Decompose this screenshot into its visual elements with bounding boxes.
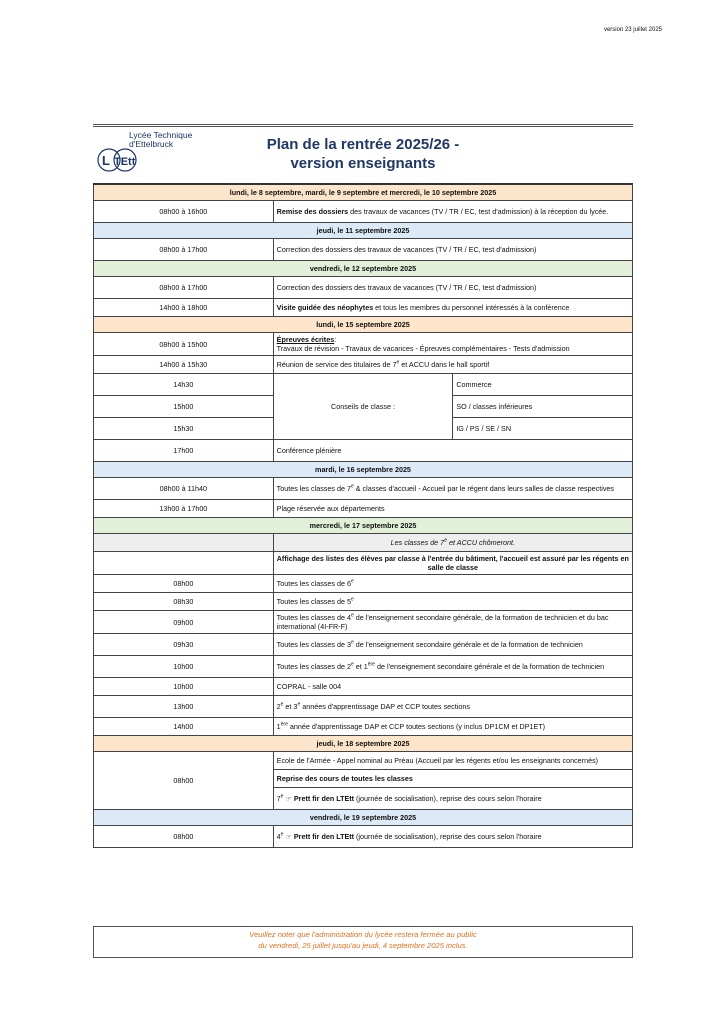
time-cell: 13h00 à 17h00	[94, 500, 274, 518]
table-row	[94, 696, 633, 718]
activity-cell	[273, 634, 632, 656]
table-row	[94, 440, 633, 462]
day-header	[94, 736, 633, 752]
time-cell: 08h30	[94, 593, 274, 611]
time-cell: 14h00	[94, 718, 274, 736]
activity-cell	[273, 718, 632, 736]
school-name-line2: d'Ettelbruck	[129, 139, 174, 149]
activity-cell	[273, 201, 632, 223]
activity-text-end: de l'enseignement secondaire générale et de la formation de technicien	[374, 662, 605, 671]
superscript: e	[280, 831, 284, 838]
activity-text: Toutes les classes de 6	[276, 579, 351, 588]
activity-cell	[273, 299, 632, 317]
activity-cell: Commerce	[453, 374, 633, 396]
table-row	[94, 634, 633, 656]
activity-cell: SO / classes inférieures	[453, 396, 633, 418]
time-cell: 14h00 à 18h00	[94, 299, 274, 317]
day-header	[94, 184, 633, 201]
conseils-label: Conseils de classe :	[273, 374, 453, 440]
activity-text-end: et ACCU dans le hall sportif	[399, 360, 490, 369]
superscript: e	[444, 537, 447, 544]
time-cell: 15h00	[94, 396, 274, 418]
time-cell: 10h00	[94, 656, 274, 678]
time-cell	[94, 534, 274, 552]
table-row	[94, 656, 633, 678]
activity-cell: IG / PS / SE / SN	[453, 418, 633, 440]
table-row	[94, 678, 633, 696]
page-title	[213, 135, 513, 173]
pointing-hand-icon: ☞	[285, 794, 292, 803]
table-row	[94, 478, 633, 500]
time-cell: 08h00	[94, 826, 274, 848]
time-cell: 14h00 à 15h30	[94, 356, 274, 374]
activity-text: Réunion de service des titulaires de 7	[276, 360, 397, 369]
activity-text-end: années d'apprentissage DAP et CCP toutes sections	[300, 702, 470, 711]
activity-text-end: année d'apprentissage DAP et CCP toutes sections (y inclus DP1CM et DP1ET)	[287, 722, 546, 731]
day-header	[94, 810, 633, 826]
activity-text: 2	[276, 702, 281, 711]
activity-text-end: & classes d'accueil - Accueil par le régent dans leurs salles de classe respectives	[353, 484, 614, 493]
activity-text-end: et ACCU chômeront.	[446, 538, 516, 547]
activity-text: et tous les membres du personnel intéressés à la conférence	[373, 303, 570, 312]
time-cell: 10h00	[94, 678, 274, 696]
activity-cell: Plage réservée aux départements	[273, 500, 632, 518]
superscript: e	[350, 612, 354, 619]
activity-cell: COPRAL - salle 004	[273, 678, 632, 696]
svg-text:TEtt: TEtt	[114, 156, 136, 168]
time-cell: 15h30	[94, 418, 274, 440]
activity-text-end: de l'enseignement secondaire générale, de la formation de technicien et du bac international (4I-FR-F)	[276, 613, 609, 631]
day-header-label: mardi, le 16 septembre 2025	[94, 462, 633, 478]
time-cell: 17h00	[94, 440, 274, 462]
activity-cell	[273, 478, 632, 500]
activity-bold: Prett fir den LTEtt	[291, 794, 355, 803]
activity-bold: Prett fir den LTEtt	[291, 832, 355, 841]
table-row	[94, 534, 633, 552]
day-header-label: vendredi, le 19 septembre 2025	[94, 810, 633, 826]
table-row	[94, 299, 633, 317]
table-row	[94, 593, 633, 611]
activity-cell	[273, 575, 632, 593]
superscript: e	[396, 359, 400, 366]
activity-cell: Conférence plénière	[273, 440, 632, 462]
day-header	[94, 462, 633, 478]
activity-bold: Épreuves écrites	[276, 335, 335, 344]
table-row	[94, 239, 633, 261]
day-header-label: mercredi, le 17 septembre 2025	[94, 518, 633, 534]
activity-cell	[273, 611, 632, 634]
activity-text-mid: et 1	[353, 662, 368, 671]
schedule-table	[93, 183, 633, 848]
table-row	[94, 356, 633, 374]
table-row	[94, 752, 633, 770]
activity-cell: Correction des dossiers des travaux de vacances (TV / TR / EC, test d'admission)	[273, 277, 632, 299]
activity-text-end: (journée de socialisation), reprise des cours selon l'horaire	[354, 794, 542, 803]
notice-line2: du vendredi, 25 juillet jusqu'au jeudi, 4 septembre 2025 inclus.	[258, 941, 468, 950]
time-cell: 14h30	[94, 374, 274, 396]
time-cell: 13h00	[94, 696, 274, 718]
title-line1: Plan de la rentrée 2025/26 -	[266, 136, 460, 153]
table-row	[94, 552, 633, 575]
day-header	[94, 518, 633, 534]
activity-cell	[273, 656, 632, 678]
day-header-label: lundi, le 15 septembre 2025	[94, 317, 633, 333]
superscript: e	[280, 793, 284, 800]
superscript: e	[350, 639, 354, 646]
time-cell: 09h30	[94, 634, 274, 656]
activity-text: 7	[276, 794, 281, 803]
activity-cell	[273, 356, 632, 374]
time-cell: 08h00 à 16h00	[94, 201, 274, 223]
time-cell: 08h00 à 17h00	[94, 277, 274, 299]
activity-text: Travaux de révision - Travaux de vacances - Épreuves complémentaires - Tests d'admission	[276, 344, 570, 353]
table-row	[94, 826, 633, 848]
activity-cell: Reprise des cours de toutes les classes	[273, 770, 632, 788]
activity-text-end: de l'enseignement secondaire générale et de la formation de technicien	[353, 640, 583, 649]
activity-cell	[273, 593, 632, 611]
activity-text: 1	[276, 722, 281, 731]
activity-text: Toutes les classes de 4	[276, 613, 351, 622]
activity-text-end: (journée de socialisation), reprise des cours selon l'horaire	[354, 832, 542, 841]
day-header-label: lundi, le 8 septembre, mardi, le 9 septembre et mercredi, le 10 septembre 2025	[94, 184, 633, 201]
time-cell: 08h00	[94, 752, 274, 810]
activity-text-mid: et 3	[283, 702, 298, 711]
activity-cell	[273, 826, 632, 848]
superscript: e	[350, 483, 354, 490]
time-cell: 08h00 à 17h00	[94, 239, 274, 261]
activity-cell	[273, 788, 632, 810]
header	[93, 127, 633, 183]
day-header-label: jeudi, le 11 septembre 2025	[94, 223, 633, 239]
time-cell: 09h00	[94, 611, 274, 634]
closure-notice	[93, 926, 633, 958]
pointing-hand-icon: ☞	[285, 832, 292, 841]
day-header	[94, 261, 633, 277]
superscript: e	[350, 596, 354, 603]
table-row	[94, 277, 633, 299]
document	[93, 124, 633, 848]
school-name-line1: Lycée Technique	[129, 130, 193, 140]
table-row	[94, 374, 633, 396]
svg-text:L: L	[102, 153, 110, 168]
activity-text: Toutes les classes de 7	[276, 484, 351, 493]
table-row	[94, 575, 633, 593]
activity-text: Toutes les classes de 3	[276, 640, 351, 649]
table-row	[94, 201, 633, 223]
table-row	[94, 611, 633, 634]
activity-cell	[273, 534, 632, 552]
activity-cell: Correction des dossiers des travaux de vacances (TV / TR / EC, test d'admission)	[273, 239, 632, 261]
version-label: version 23 juillet 2025	[603, 27, 662, 33]
table-row	[94, 500, 633, 518]
activity-cell	[273, 333, 632, 356]
superscript: e	[350, 578, 354, 585]
superscript: ère	[280, 721, 288, 728]
activity-bold: Remise des dossiers	[276, 207, 349, 216]
day-header	[94, 223, 633, 239]
activity-text: Toutes les classes de 2	[276, 662, 351, 671]
time-cell: 08h00 à 11h40	[94, 478, 274, 500]
time-cell: 08h00 à 15h00	[94, 333, 274, 356]
time-cell: 08h00	[94, 575, 274, 593]
activity-bold: Visite guidée des néophytes	[276, 303, 374, 312]
day-header-label: vendredi, le 12 septembre 2025	[94, 261, 633, 277]
time-cell	[94, 552, 274, 575]
activity-cell	[273, 696, 632, 718]
superscript: e	[350, 661, 354, 668]
notice-line1: Veuillez noter que l'administration du lycée restera fermée au public	[249, 930, 477, 939]
activity-cell: Ecole de l'Armée - Appel nominal au Préau (Accueil par les régents et/ou les enseignants concernés)	[273, 752, 632, 770]
logo-emblem-icon	[95, 143, 143, 177]
day-header-label: jeudi, le 18 septembre 2025	[94, 736, 633, 752]
superscript-2: ère	[367, 661, 375, 668]
activity-suffix: :	[334, 335, 337, 344]
school-logo	[95, 129, 205, 177]
superscript-2: e	[297, 701, 301, 708]
activity-text: Toutes les classes de 5	[276, 597, 351, 606]
activity-text: 4	[276, 832, 281, 841]
activity-text: Les classes de 7	[390, 538, 445, 547]
activity-cell: Affichage des listes des élèves par classe à l'entrée du bâtiment, l'accueil est assuré par les régents en salle de classe	[273, 552, 632, 575]
table-row	[94, 333, 633, 356]
superscript: e	[280, 701, 284, 708]
activity-text: des travaux de vacances (TV / TR / EC, test d'admission) à la réception du lycée.	[348, 207, 609, 216]
table-row	[94, 718, 633, 736]
title-line2: version enseignants	[290, 155, 436, 172]
day-header	[94, 317, 633, 333]
